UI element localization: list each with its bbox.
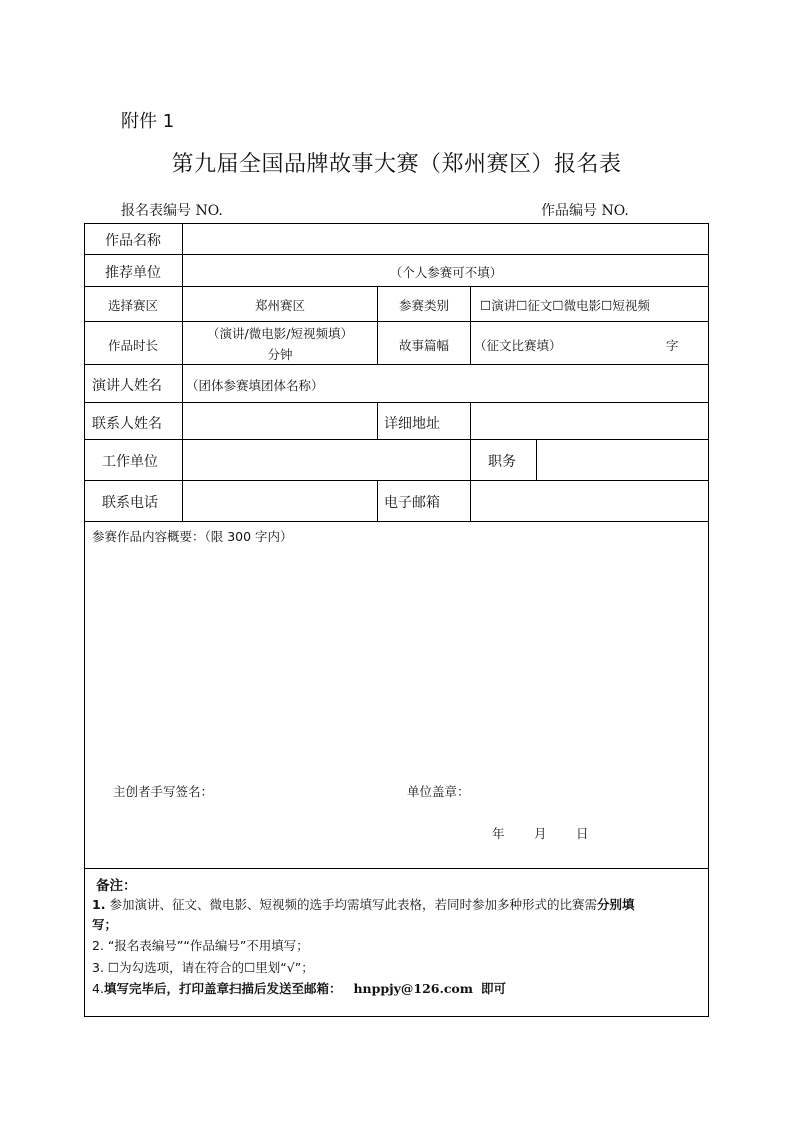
work-name-field[interactable] <box>183 224 709 254</box>
note-3: 3. ☐为勾选项，请在符合的☐里划“√”； <box>92 960 314 975</box>
contact-name-label: 联系人姓名 <box>92 416 162 432</box>
address-field[interactable] <box>471 403 709 439</box>
notes-title: 备注： <box>96 878 137 894</box>
date-month: 月 <box>534 826 547 841</box>
note-1 <box>92 895 634 913</box>
note-1-emphasis: 分别填 <box>596 897 635 912</box>
phone-field[interactable] <box>183 481 377 521</box>
recommend-unit-label: 推荐单位 <box>105 265 161 281</box>
length-label: 故事篇幅 <box>398 338 449 353</box>
division-value: 郑州赛区 <box>254 298 305 313</box>
note-4-tail: 即可 <box>480 981 506 996</box>
recommend-unit-field[interactable]: （个人参赛可不填） <box>389 265 503 280</box>
division-label: 选择赛区 <box>107 298 158 313</box>
employer-field[interactable] <box>183 440 470 480</box>
duration-unit[interactable]: 分钟 <box>267 347 293 362</box>
row-divider <box>84 521 709 522</box>
category-options[interactable]: ☐演讲☐征文☐微电影☐短视频 <box>480 298 650 313</box>
note-1-continued: 写； <box>92 917 118 932</box>
page-title: 第九届全国品牌故事大赛（郑州赛区）报名表 <box>171 152 622 177</box>
email-field[interactable] <box>471 481 709 521</box>
note-4 <box>92 979 506 997</box>
signature-label: 主创者手写签名： <box>113 784 214 799</box>
length-unit[interactable]: 字 <box>666 338 679 353</box>
note-1-number: 1. <box>92 897 106 912</box>
column-divider <box>470 286 471 364</box>
note-4-text: 填写完毕后，打印盖章扫描后发送至邮箱： <box>103 981 342 996</box>
note-4-number: 4. <box>92 981 104 996</box>
date-day: 日 <box>576 826 589 841</box>
category-label: 参赛类别 <box>398 298 449 313</box>
speaker-name-field[interactable]: （团体参赛填团体名称） <box>186 378 324 393</box>
row-divider <box>84 364 709 365</box>
submission-email-link[interactable]: hnppjy@126.com <box>353 981 473 996</box>
summary-field[interactable] <box>85 548 708 778</box>
attachment-label: 附件 1 <box>121 111 175 132</box>
duration-hint: （演讲/微电影/短视频填） <box>207 326 353 341</box>
column-divider <box>377 402 378 439</box>
row-divider <box>84 286 709 287</box>
summary-label: 参赛作品内容概要：（限 300 字内） <box>92 529 293 544</box>
work-name-label: 作品名称 <box>105 233 161 249</box>
row-divider <box>84 321 709 322</box>
email-label: 电子邮箱 <box>384 495 440 511</box>
employer-label: 工作单位 <box>102 454 158 470</box>
contact-name-field[interactable] <box>183 403 377 439</box>
row-divider <box>84 254 709 255</box>
position-label: 职务 <box>488 454 516 470</box>
address-label: 详细地址 <box>384 416 440 432</box>
note-1-text: 参加演讲、征文、微电影、短视频的选手均需填写此表格，若同时参加多种形式的比赛需 <box>109 897 597 912</box>
row-divider <box>84 868 709 869</box>
seal-label: 单位盖章： <box>407 784 470 799</box>
position-field[interactable] <box>537 440 709 480</box>
phone-label: 联系电话 <box>102 495 158 511</box>
speaker-name-label: 演讲人姓名 <box>92 378 162 394</box>
form-number-label: 报名表编号 NO. <box>121 203 223 219</box>
work-number-label: 作品编号 NO. <box>541 203 629 219</box>
length-hint: （征文比赛填） <box>474 338 562 353</box>
date-year: 年 <box>492 826 505 841</box>
column-divider <box>377 480 378 521</box>
duration-label: 作品时长 <box>107 338 158 353</box>
note-2: 2. “报名表编号”“作品编号”不用填写； <box>92 938 309 953</box>
